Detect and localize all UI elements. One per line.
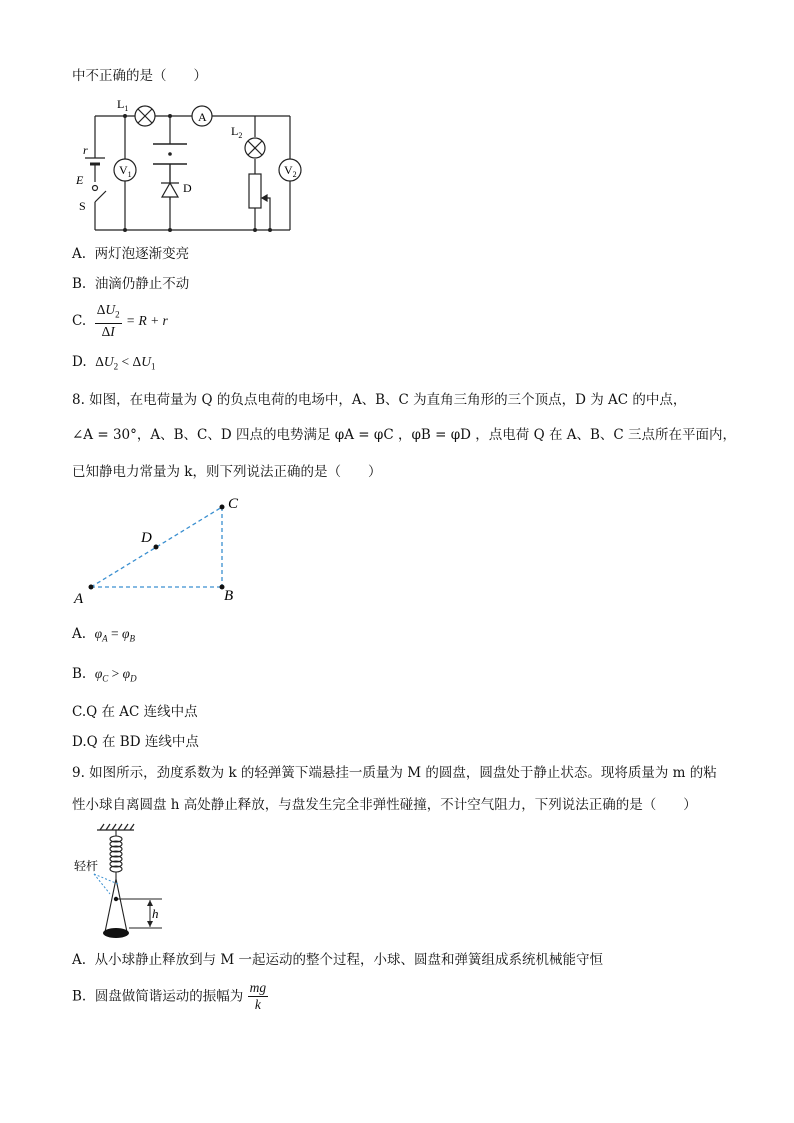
label-d: D <box>141 530 152 546</box>
label-c: C <box>228 496 239 512</box>
label-h: h <box>152 906 159 921</box>
label-a: A <box>74 591 84 607</box>
q7-option-c: C. $\frac{\Delta U_2}{\Delta I}$ = R + r <box>72 302 168 339</box>
point-a <box>89 585 94 590</box>
switch-symbol <box>93 186 107 203</box>
ball <box>114 897 118 901</box>
q7-option-a: A. 两灯泡逐渐变亮 <box>72 246 190 262</box>
q8-stem-line1: 8. 如图，在电荷量为 Q 的负点电荷的电场中，A、B、C 为直角三角形的三个顶点，D 为 AC 的中点， <box>72 392 687 408</box>
label-v2: $V_2$ <box>284 163 297 179</box>
label-s: S <box>79 199 86 213</box>
circuit-diagram <box>70 92 310 242</box>
label-b: B <box>224 588 234 604</box>
lamp-l2 <box>245 138 265 158</box>
label-rod: 轻杆 <box>74 859 99 873</box>
label-l1: $L_1$ <box>117 97 129 113</box>
point-c <box>220 505 225 510</box>
q8-option-b: B. $\varphi_C > \varphi_D$ <box>72 666 137 684</box>
label-v1: $V_1$ <box>119 163 132 179</box>
spring-figure <box>72 822 182 940</box>
q7-option-d: D. $\Delta U_2 < \Delta U_1$ <box>72 354 156 372</box>
point-d <box>154 545 159 550</box>
junction-dots <box>123 114 272 232</box>
disk <box>103 928 129 938</box>
spring <box>110 830 122 879</box>
label-ammeter: A <box>198 110 207 124</box>
q8-stem-line3: 已知静电力常量为 k，则下列说法正确的是（ ） <box>72 464 382 480</box>
triangle-figure <box>70 490 260 610</box>
amplitude-fraction: $\frac{mg}{k}$ <box>249 980 267 1012</box>
delta-u2-over-delta-i: $\frac{\Delta U_2}{\Delta I}$ <box>96 302 120 339</box>
q7-option-b: B. 油滴仍静止不动 <box>72 276 190 292</box>
q8-stem-line2: ∠A = 30°，A、B、C、D 四点的电势满足 φA = φC ，φB = φD ，点电荷 Q 在 A、B、C 三点所在平面内， <box>72 427 737 443</box>
q7-stem-tail: 中不正确的是（ ） <box>72 68 207 84</box>
rheostat <box>249 174 270 230</box>
battery-symbol <box>85 158 105 182</box>
q9-stem-line2: 性小球自离圆盘 h 高处静止释放，与盘发生完全非弹性碰撞，不计空气阻力，下列说法正确的是（ ） <box>72 797 697 813</box>
q8-option-c: C.Q 在 AC 连线中点 <box>72 704 198 720</box>
label-e: E <box>76 173 84 187</box>
q9-option-a: A. 从小球静止释放到与 M 一起运动的整个过程，小球、圆盘和弹簧组成系统机械能守恒 <box>72 952 604 968</box>
label-d: D <box>183 181 192 195</box>
oil-drop <box>168 152 172 156</box>
q9-option-b: B. 圆盘做简谐运动的振幅为 $\frac{mg}{k}$ <box>72 980 267 1012</box>
q8-option-d: D.Q 在 BD 连线中点 <box>72 734 199 750</box>
lamp-l1 <box>135 106 155 126</box>
q9-stem-line1: 9. 如图所示，劲度系数为 k 的轻弹簧下端悬挂一质量为 M 的圆盘，圆盘处于静止状态。现将质量为 m 的粘 <box>72 765 717 781</box>
diode <box>161 164 179 200</box>
label-r: r <box>83 143 88 157</box>
q8-option-a: A. $\varphi_A = \varphi_B$ <box>72 626 135 644</box>
label-l2: $L_2$ <box>231 124 243 140</box>
